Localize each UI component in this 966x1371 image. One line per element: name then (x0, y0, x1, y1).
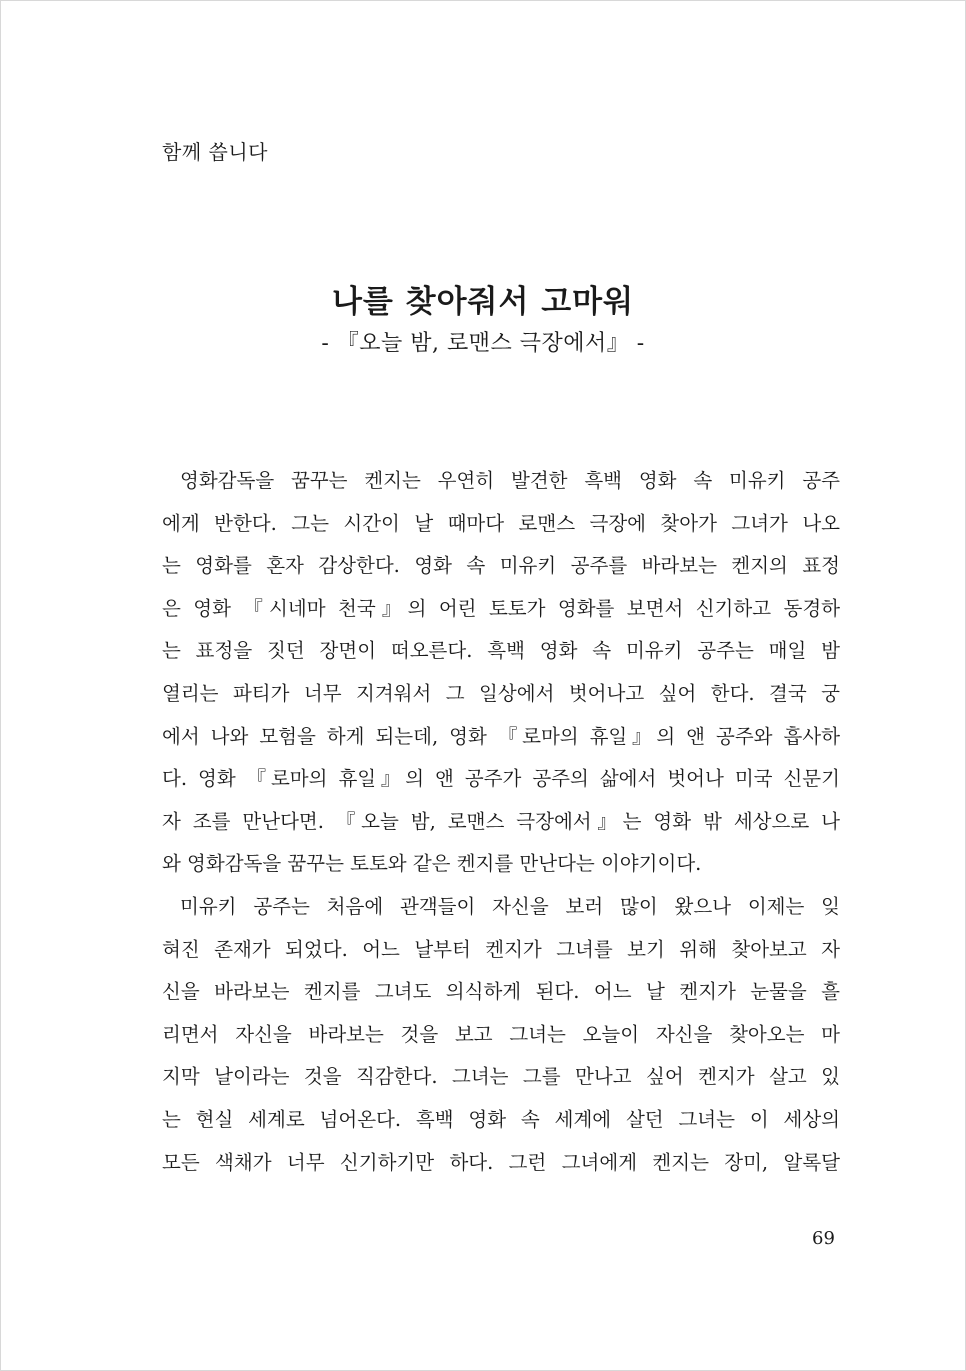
text-line: 지막 날이라는 것을 직감한다. 그녀는 그를 만나고 싶어 켄지가 살고 있 (162, 1065, 840, 1089)
text-line: 는 표정을 짓던 장면이 떠오른다. 흑백 영화 속 미유키 공주는 매일 밤 (162, 639, 840, 663)
chapter-title: 나를 찾아줘서 고마워 (331, 284, 635, 320)
text-line: 자 조를 만난다면. 『오늘 밤, 로맨스 극장에서』는 영화 밖 세상으로 나 (162, 809, 840, 833)
body-text (162, 460, 840, 1184)
text-line: 혀진 존재가 되었다. 어느 날부터 켄지가 그녀를 보기 위해 찾아보고 자 (162, 937, 840, 961)
text-line: 미유키 공주는 처음에 관객들이 자신을 보러 많이 왔으나 이제는 잊 (180, 894, 840, 918)
text-line: 리면서 자신을 바라보는 것을 보고 그녀는 오늘이 자신을 찾아오는 마 (162, 1022, 840, 1046)
text-line: 에서 나와 모험을 하게 되는데, 영화 『로마의 휴일』의 앤 공주와 흡사하 (162, 724, 840, 748)
text-line: 열리는 파티가 너무 지겨워서 그 일상에서 벗어나고 싶어 한다. 결국 궁 (162, 681, 840, 705)
text-line: 다. 영화 『로마의 휴일』의 앤 공주가 공주의 삶에서 벗어나 미국 신문기 (162, 767, 840, 791)
text-line: 은 영화 『시네마 천국』의 어린 토토가 영화를 보면서 신기하고 동경하 (162, 596, 840, 620)
text-line: 는 현실 세계로 넘어온다. 흑백 영화 속 세계에 살던 그녀는 이 세상의 (162, 1107, 840, 1131)
page-number: 69 (812, 1228, 835, 1249)
text-line: 모든 색채가 너무 신기하기만 하다. 그런 그녀에게 켄지는 장미, 알록달 (162, 1150, 840, 1174)
text-line: 와 영화감독을 꿈꾸는 토토와 같은 켄지를 만난다는 이야기이다. (162, 852, 702, 876)
text-line: 영화감독을 꿈꾸는 켄지는 우연히 발견한 흑백 영화 속 미유키 공주 (180, 469, 840, 492)
running-head: 함께 씁니다 (162, 140, 268, 164)
text-line: 신을 바라보는 켄지를 그녀도 의식하게 된다. 어느 날 켄지가 눈물을 흘 (162, 980, 840, 1004)
text-line: 는 영화를 혼자 감상한다. 영화 속 미유키 공주를 바라보는 켄지의 표정 (162, 554, 840, 578)
text-line: 에게 반한다. 그는 시간이 날 때마다 로맨스 극장에 찾아가 그녀가 나오 (162, 511, 840, 535)
chapter-subtitle: - 『오늘 밤, 로맨스 극장에서』 - (321, 331, 645, 356)
